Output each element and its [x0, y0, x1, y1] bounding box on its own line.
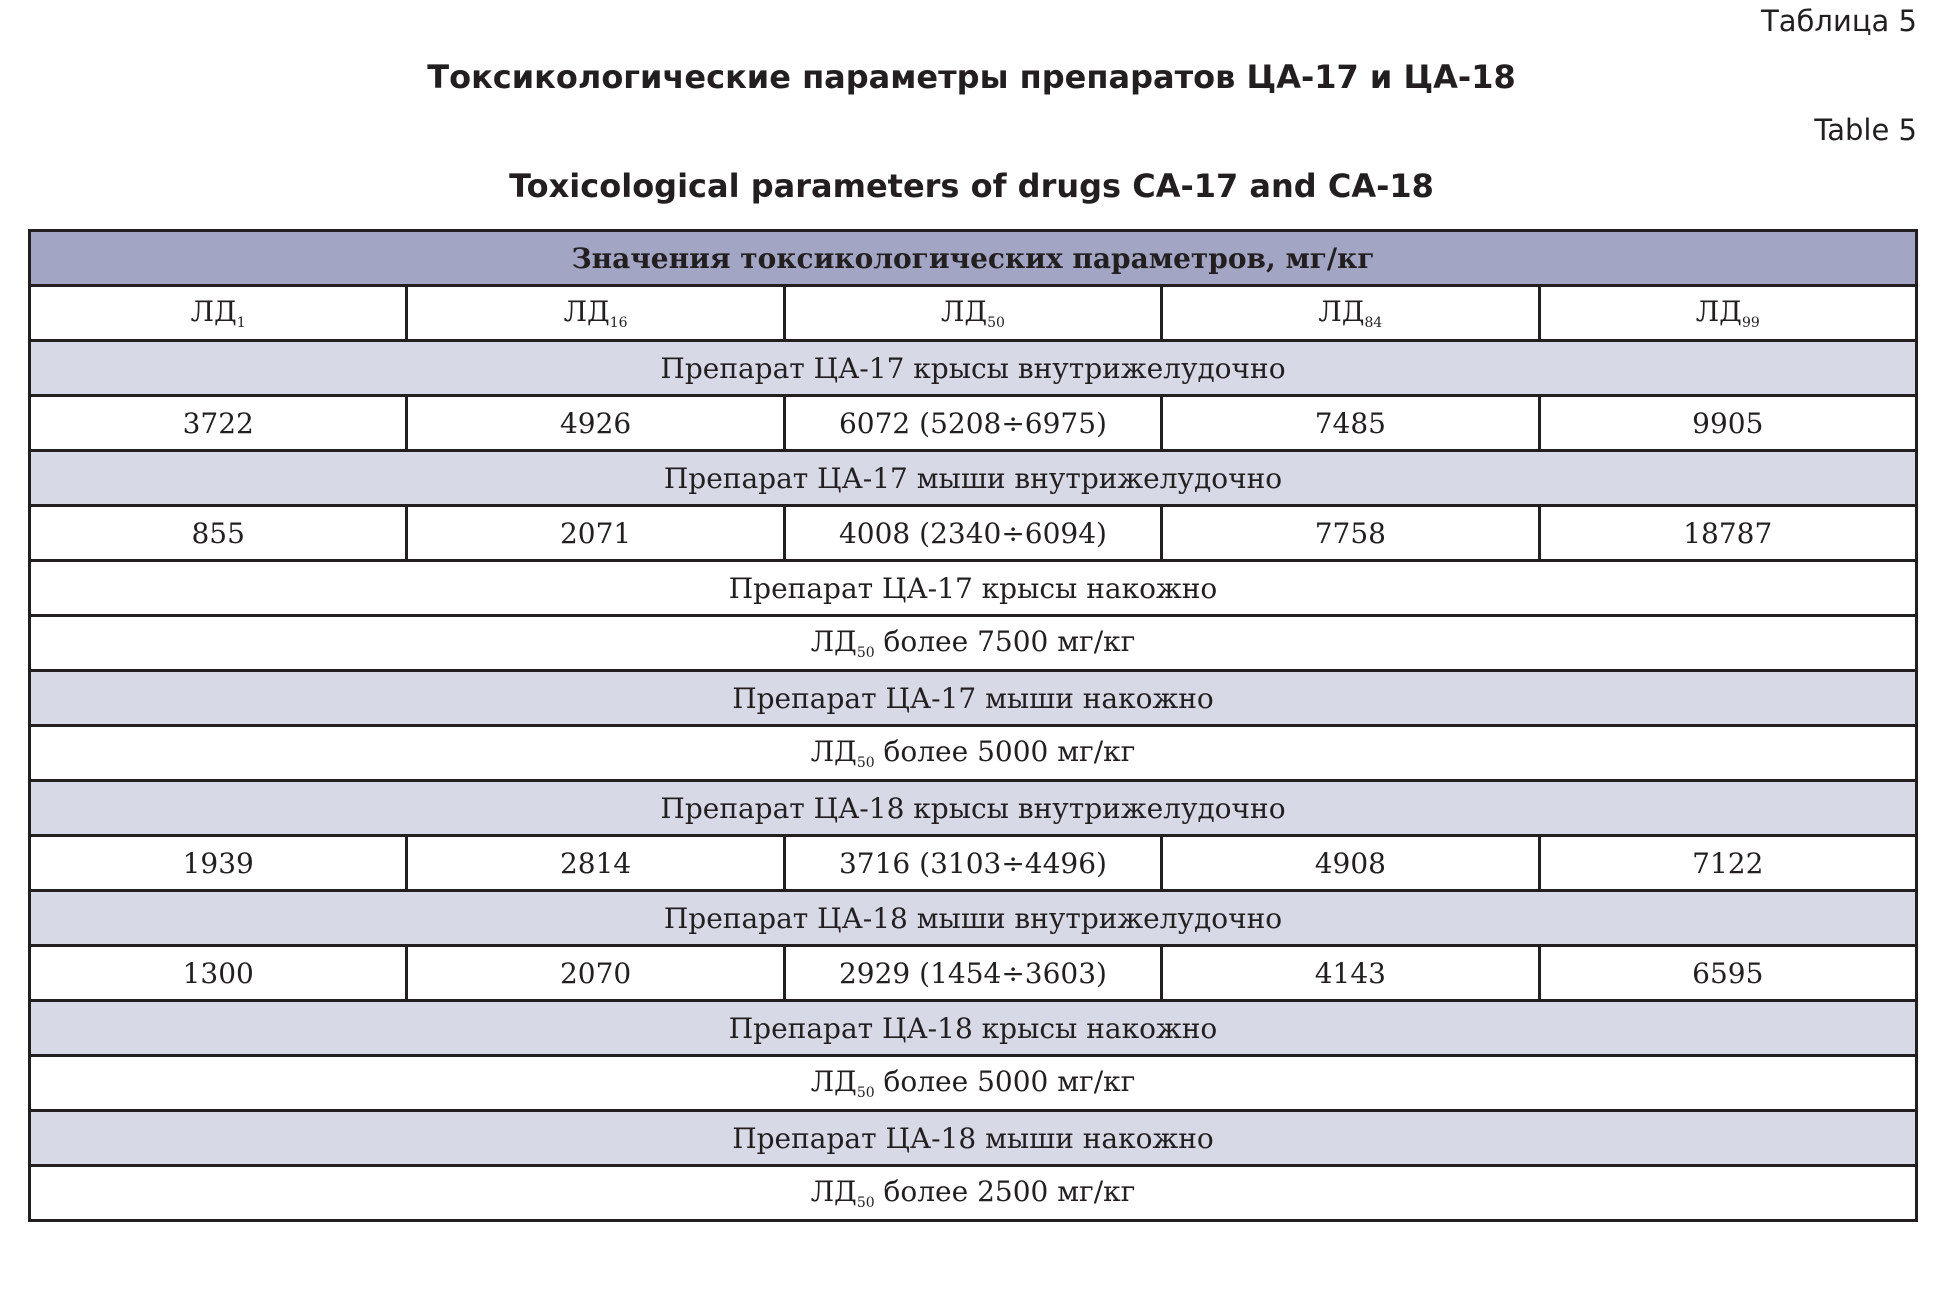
section-header: Препарат ЦА-18 мыши накожно: [30, 1111, 1917, 1166]
column-header-ld99: $ЛД_{99}$: [1539, 286, 1916, 341]
section-header: Препарат ЦА-17 крысы внутрижелудочно: [30, 341, 1917, 396]
section-header: Препарат ЦА-18 мыши внутрижелудочно: [30, 891, 1917, 946]
table-cell: 1939: [30, 836, 407, 891]
section-header: Препарат ЦА-17 мыши внутрижелудочно: [30, 451, 1917, 506]
table-cell: 3722: [30, 396, 407, 451]
table-title-ru: Токсикологические параметры препаратов ЦА-17 и ЦА-18: [427, 58, 1516, 96]
ld50-note-row: [30, 616, 1917, 671]
section-header: Препарат ЦА-17 мыши накожно: [30, 671, 1917, 726]
table-title-en: Toxicological parameters of drugs CA-17 and CA-18: [509, 167, 1434, 205]
ld50-note: $ЛД_{50}$ более 5000 мг/кг: [30, 1056, 1917, 1111]
table-cell: 2814: [407, 836, 784, 891]
table-cell: 4008 (2340÷6094): [784, 506, 1161, 561]
table-cell: 4143: [1162, 946, 1539, 1001]
table-row: [30, 506, 1917, 561]
section-header-row: [30, 1111, 1917, 1166]
table-cell: 3716 (3103÷4496): [784, 836, 1161, 891]
section-header: Препарат ЦА-18 крысы внутрижелудочно: [30, 781, 1917, 836]
table-cell: 6072 (5208÷6975): [784, 396, 1161, 451]
table-cell: 4908: [1162, 836, 1539, 891]
column-header-ld16: $ЛД_{16}$: [407, 286, 784, 341]
table-row: [30, 396, 1917, 451]
table-cell: 2070: [407, 946, 784, 1001]
ld50-note-row: [30, 1166, 1917, 1221]
section-header-row: [30, 671, 1917, 726]
section-header: Препарат ЦА-17 крысы накожно: [30, 561, 1917, 616]
column-header-ld50: $ЛД_{50}$: [784, 286, 1161, 341]
ld50-note: $ЛД_{50}$ более 2500 мг/кг: [30, 1166, 1917, 1221]
table-cell: 18787: [1539, 506, 1916, 561]
table-number-label-en: Table 5: [1814, 113, 1917, 147]
table-cell: 7122: [1539, 836, 1916, 891]
table-cell: 6595: [1539, 946, 1916, 1001]
table-cell: 1300: [30, 946, 407, 1001]
table-cell: 2929 (1454÷3603): [784, 946, 1161, 1001]
ld50-note-row: [30, 726, 1917, 781]
table-main-header: Значения токсикологических параметров, мг/кг: [30, 231, 1917, 286]
table-row: [30, 946, 1917, 1001]
section-header: Препарат ЦА-18 крысы накожно: [30, 1001, 1917, 1056]
table-cell: 7485: [1162, 396, 1539, 451]
table-cell: 2071: [407, 506, 784, 561]
ld50-note-row: [30, 1056, 1917, 1111]
section-header-row: [30, 341, 1917, 396]
column-header-ld1: $ЛД_1$: [30, 286, 407, 341]
table-cell: 855: [30, 506, 407, 561]
ld50-note: $ЛД_{50}$ более 7500 мг/кг: [30, 616, 1917, 671]
column-header-row: [30, 286, 1917, 341]
table-cell: 9905: [1539, 396, 1916, 451]
column-header-ld84: $ЛД_{84}$: [1162, 286, 1539, 341]
section-header-row: [30, 561, 1917, 616]
table-cell: 7758: [1162, 506, 1539, 561]
table-number-label-ru: Таблица 5: [1761, 4, 1917, 38]
table-main-header-row: [30, 231, 1917, 286]
section-header-row: [30, 781, 1917, 836]
section-header-row: [30, 1001, 1917, 1056]
section-header-row: [30, 451, 1917, 506]
table-cell: 4926: [407, 396, 784, 451]
toxicology-table: [28, 229, 1918, 1222]
ld50-note: $ЛД_{50}$ более 5000 мг/кг: [30, 726, 1917, 781]
section-header-row: [30, 891, 1917, 946]
table-row: [30, 836, 1917, 891]
